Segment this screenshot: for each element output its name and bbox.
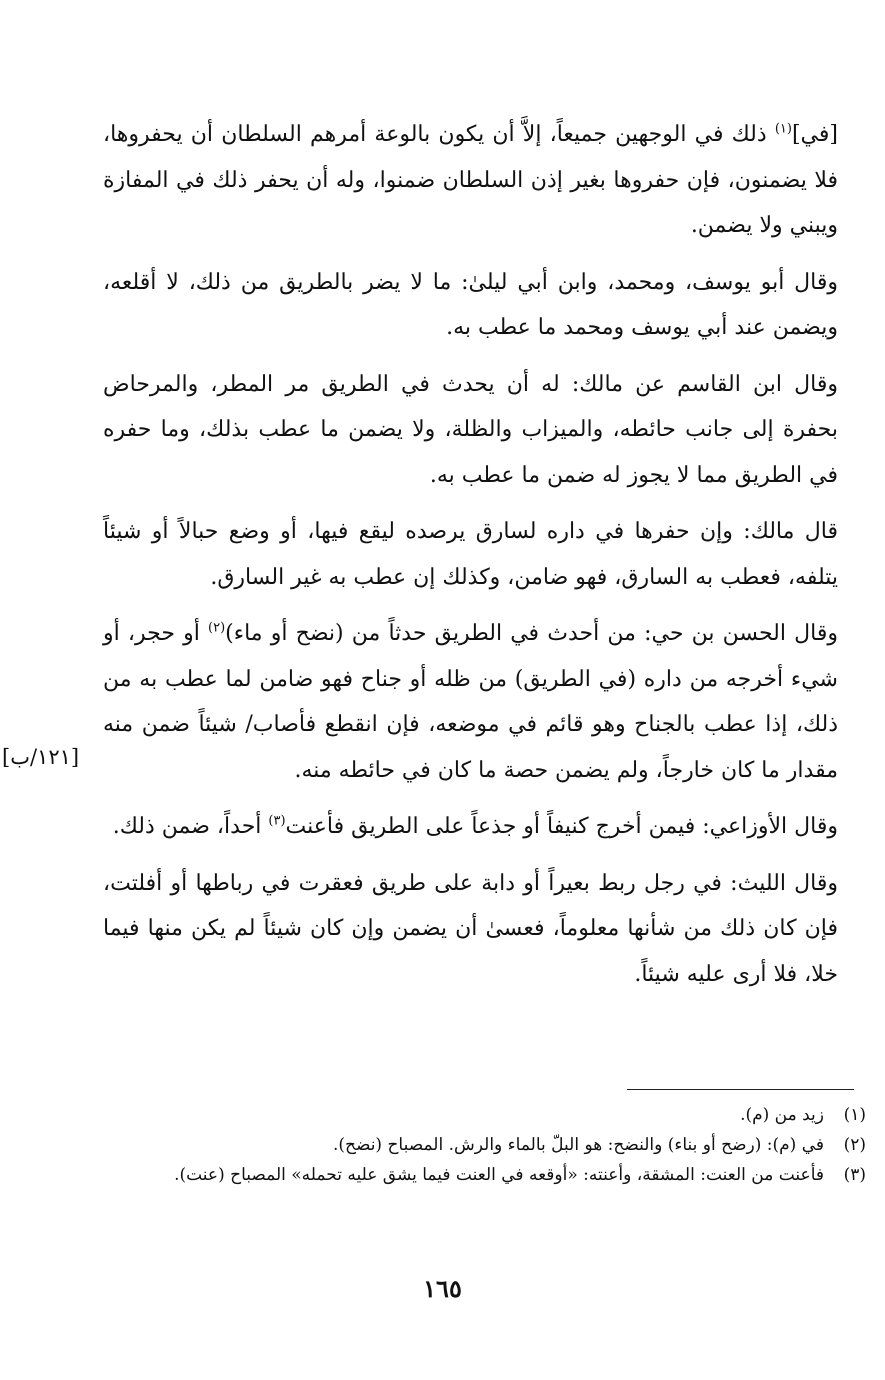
footnote-1 <box>108 1100 866 1130</box>
footnote-text: زيد من (م). <box>740 1105 824 1125</box>
footnote-separator <box>627 1089 854 1090</box>
footnote-text: في (م): (رضح أو بناء) والنضح: هو البلّ بالماء والرش. المصباح (نضح). <box>332 1135 824 1155</box>
footnote-number: (٣) <box>843 1165 866 1185</box>
manuscript-folio-marker: [١٢١/ب] <box>2 745 80 769</box>
footnote-2 <box>108 1130 866 1160</box>
paragraph-text: أحداً، ضمن ذلك. <box>112 814 269 839</box>
paragraph-text: وقال الليث: في رجل ربط بعيراً أو دابة على طريق فعقرت في رباطها أو أفلتت، فإن كان ذلك من شأنها معلوماً، فعسىٰ أن يضمن وإن كان شيئاً لم يكن منها فيما خلا، فلا أرى عليه شيئاً. <box>103 870 838 987</box>
page-number: ١٦٥ <box>423 1274 462 1303</box>
main-text <box>103 112 838 1008</box>
paragraph-3 <box>103 362 838 499</box>
footnote-text: فأعنت من العنت: المشقة، وأعنته: «أوقعه في العنت فيما يشق عليه تحمله» المصباح (عنت). <box>174 1165 824 1185</box>
footnote-ref-3: (٣) <box>268 813 286 829</box>
paragraph-1 <box>103 112 838 249</box>
footnotes <box>108 1100 866 1190</box>
footnote-ref-2: (٢) <box>208 620 226 636</box>
paragraph-text: قال مالك: وإن حفرها في داره لسارق يرصده ليقع فيها، أو وضع حبالاً أو شيئاً يتلفه، فعطب به السارق، فهو ضامن، وكذلك إن عطب به غير السارق. <box>103 519 838 590</box>
footnote-ref-1: (١) <box>774 121 792 137</box>
paragraph-text: وقال ابن القاسم عن مالك: له أن يحدث في الطريق مر المطر، والمرحاض بحفرة إلى جانب حائطه، والميزاب والظلة، ولا يضمن ما عطب بذلك، وما حفره في الطريق مما لا يجوز له ضمن ما عطب به. <box>103 371 838 488</box>
paragraph-5 <box>103 611 838 793</box>
paragraph-text: وقال أبو يوسف، ومحمد، وابن أبي ليلىٰ: ما لا يضر بالطريق من ذلك، لا أقلعه، ويضمن عند أبي يوسف ومحمد ما عطب به. <box>103 269 838 340</box>
paragraph-7 <box>103 861 838 998</box>
paragraph-text: وقال الحسن بن حي: من أحدث في الطريق حدثاً من (نضح أو ماء) <box>225 621 838 646</box>
paragraph-text: [في] <box>791 122 838 147</box>
paragraph-text: وقال الأوزاعي: فيمن أخرج كنيفاً أو جذعاً على الطريق فأعنت <box>285 814 838 839</box>
footnote-3 <box>108 1160 866 1190</box>
footnote-number: (٢) <box>843 1135 866 1155</box>
paragraph-2 <box>103 260 838 351</box>
paragraph-text: أو حجر، أو شيء أخرجه من داره (في الطريق) من ظله أو جناح فهو ضامن لما عطب به من ذلك، إذا عطب بالجناح وهو قائم في موضعه، فإن انقطع فأصاب/ شيئاً ضمن منه مقدار ما كان خارجاً، ولم يضمن حصة ما كان في حائطه منه. <box>103 621 838 783</box>
paragraph-text: ذلك في الوجهين جميعاً، إلاَّ أن يكون بالوعة أمرهم السلطان أن يحفروها، فلا يضمنون، فإن حفروها بغير إذن السلطان ضمنوا، وله أن يحفر ذلك في المفازة ويبني ولا يضمن. <box>103 122 838 238</box>
paragraph-4 <box>103 509 838 600</box>
footnote-number: (١) <box>843 1105 866 1125</box>
paragraph-6 <box>103 804 838 850</box>
